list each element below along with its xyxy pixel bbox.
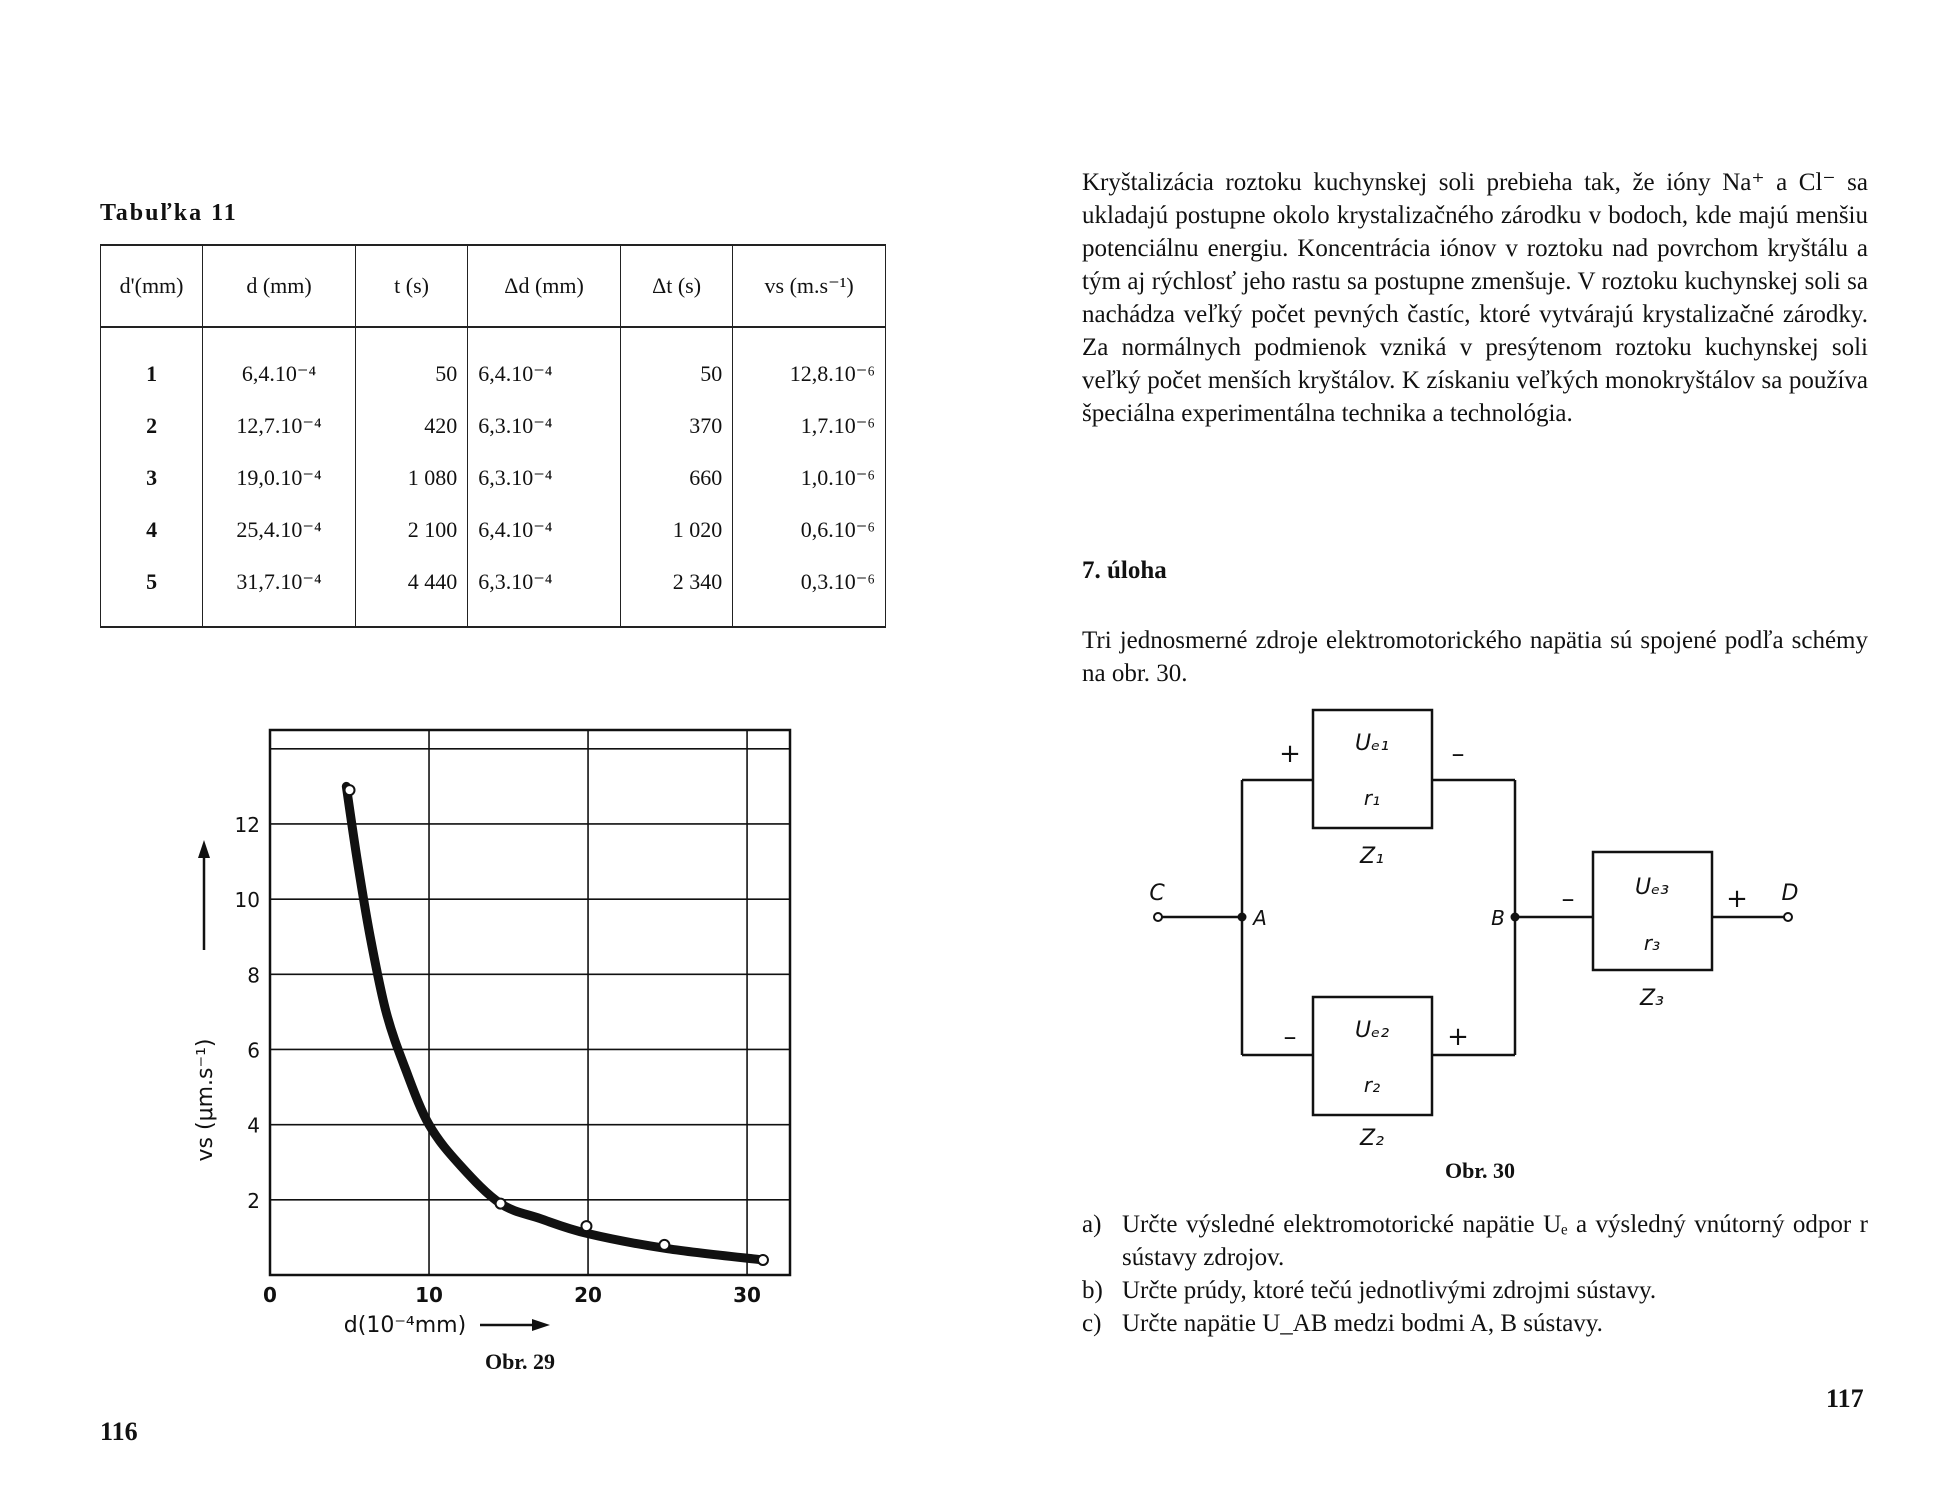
terminal-d — [1784, 913, 1792, 921]
table-header-cell: d'(mm) — [101, 245, 203, 327]
terminal-c — [1154, 913, 1162, 921]
table-cell: 2 100 — [355, 504, 467, 556]
z2-voltage-label: Uₑ₂ — [1354, 1018, 1390, 1043]
z3-minus-sign: – — [1561, 884, 1575, 914]
table-cell: 5 — [101, 556, 203, 627]
x-tick-label: 0 — [263, 1283, 277, 1307]
table-cell: 0,3.10⁻⁶ — [733, 556, 886, 627]
data-point — [758, 1255, 768, 1265]
junction-a — [1238, 913, 1247, 922]
z2-name-label: Z₂ — [1360, 1126, 1384, 1150]
table-cell: 6,4.10⁻⁴ — [203, 327, 356, 400]
page-number-right: 117 — [1826, 1384, 1864, 1413]
junction-b — [1511, 913, 1520, 922]
table-cell: 1 — [101, 327, 203, 400]
data-point — [581, 1221, 591, 1231]
table-row — [101, 504, 886, 556]
node-d-label: D — [1781, 881, 1799, 906]
table-cell: 1,0.10⁻⁶ — [733, 452, 886, 504]
figure-29-caption: Obr. 29 — [484, 1349, 556, 1374]
source-z1-box — [1313, 710, 1432, 828]
node-b-label: B — [1491, 906, 1505, 930]
table-cell: 660 — [620, 452, 732, 504]
table-cell: 1 020 — [620, 504, 732, 556]
table-row — [101, 400, 886, 452]
z1-minus-sign: – — [1451, 739, 1465, 769]
y-tick-label: 12 — [234, 812, 260, 837]
table-cell: 1 080 — [355, 452, 467, 504]
x-tick-label: 10 — [415, 1283, 443, 1307]
table-cell: 31,7.10⁻⁴ — [203, 556, 356, 627]
question-list — [1082, 1208, 1868, 1340]
table-cell: 3 — [101, 452, 203, 504]
x-tick-label: 20 — [574, 1283, 602, 1307]
z1-voltage-label: Uₑ₁ — [1354, 731, 1390, 756]
question-letter: b) — [1082, 1277, 1103, 1304]
data-table — [100, 244, 886, 628]
question-letter: c) — [1082, 1310, 1102, 1337]
z2-plus-sign: + — [1447, 1022, 1469, 1052]
data-point — [345, 785, 355, 795]
table-row — [101, 452, 886, 504]
task-paragraph: Tri jednosmerné zdroje elektromotorického napätia sú spojené podľa schémy na obr. 30. — [1082, 627, 1868, 687]
table-cell: 12,8.10⁻⁶ — [733, 327, 886, 400]
x-axis-label: d(10⁻⁴mm) — [343, 1313, 467, 1338]
task-heading: 7. úloha — [1082, 557, 1167, 584]
circuit-diagram — [1140, 700, 1860, 1150]
z1-resistance-label: r₁ — [1363, 786, 1381, 810]
table-cell: 420 — [355, 400, 467, 452]
table-header-cell: Δt (s) — [620, 245, 732, 327]
y-axis-label-group — [193, 1039, 218, 1162]
z2-resistance-label: r₂ — [1363, 1073, 1381, 1097]
table-cell: 6,3.10⁻⁴ — [468, 452, 621, 504]
table-cell: 0,6.10⁻⁶ — [733, 504, 886, 556]
table-cell: 19,0.10⁻⁴ — [203, 452, 356, 504]
table-cell: 4 440 — [355, 556, 467, 627]
table-cell: 12,7.10⁻⁴ — [203, 400, 356, 452]
source-z2-box — [1313, 997, 1432, 1115]
question-item — [1082, 1208, 1868, 1274]
y-tick-label: 4 — [247, 1113, 260, 1138]
table-header-cell: t (s) — [355, 245, 467, 327]
question-letter: a) — [1082, 1211, 1102, 1238]
question-text: Určte napätie U_AB medzi bodmi A, B sústavy. — [1122, 1310, 1603, 1337]
crystal-growth-chart — [180, 720, 820, 1360]
x-axis-arrow — [480, 1319, 550, 1331]
y-axis-arrow — [198, 840, 210, 950]
table-cell: 4 — [101, 504, 203, 556]
z3-name-label: Z₃ — [1640, 986, 1664, 1011]
page-number-left: 116 — [100, 1417, 138, 1446]
z3-plus-sign: + — [1726, 884, 1748, 914]
y-tick-label: 10 — [234, 888, 260, 913]
data-point — [659, 1240, 669, 1250]
y-axis-label: vs (μm.s⁻¹) — [193, 1038, 218, 1162]
table-cell: 50 — [620, 327, 732, 400]
table-title: Tabuľka 11 — [100, 200, 238, 226]
z2-minus-sign: – — [1283, 1022, 1297, 1052]
table-cell: 25,4.10⁻⁴ — [203, 504, 356, 556]
x-tick-label: 30 — [733, 1283, 761, 1307]
table-cell: 2 340 — [620, 556, 732, 627]
table-row — [101, 327, 886, 400]
z1-name-label: Z₁ — [1360, 844, 1384, 869]
z1-plus-sign: + — [1279, 739, 1301, 769]
table-cell: 6,4.10⁻⁴ — [468, 504, 621, 556]
z3-resistance-label: r₃ — [1643, 931, 1661, 955]
y-tick-label: 2 — [247, 1188, 260, 1213]
table-header-cell: Δd (mm) — [468, 245, 621, 327]
table-cell: 6,4.10⁻⁴ — [468, 327, 621, 400]
table-cell: 6,3.10⁻⁴ — [468, 556, 621, 627]
table-cell: 2 — [101, 400, 203, 452]
question-item — [1082, 1307, 1868, 1340]
table-cell: 370 — [620, 400, 732, 452]
table-header-cell: vs (m.s⁻¹) — [733, 245, 886, 327]
table-cell: 1,7.10⁻⁶ — [733, 400, 886, 452]
question-text: Určte výsledné elektromotorické napätie Uₑ a výsledný vnútorný odpor r sústavy zdrojov. — [1122, 1211, 1868, 1271]
figure-30-caption: Obr. 30 — [1444, 1158, 1516, 1183]
data-point — [496, 1199, 506, 1209]
node-c-label: C — [1149, 881, 1165, 906]
table-header-cell: d (mm) — [203, 245, 356, 327]
intro-paragraph: Kryštalizácia roztoku kuchynskej soli prebieha tak, že ióny Na⁺ a Cl⁻ sa ukladajú postupne okolo krystalizačného zárodku v bodoch, kde majú menšiu potenciálnu energiu. Koncentrácia iónov v roztoku nad povrchom kryštálu a tým aj rýchlosť jeho rastu sa postupne zmenšuje. V roztoku kuchynskej soli sa nachádza veľký počet pevných častíc, ktoré vytvárajú krystalizačné zárodky. Za normálnych podmienok vzniká v presýtenom roztoku kuchynskej soli veľký počet menších kryštálov. K získaniu veľkých monokryštálov sa používa špeciálna experimentálna technika a technológia. — [1082, 169, 1868, 427]
question-item — [1082, 1274, 1868, 1307]
y-tick-label: 6 — [247, 1038, 260, 1063]
table-cell: 50 — [355, 327, 467, 400]
table-cell: 6,3.10⁻⁴ — [468, 400, 621, 452]
z3-voltage-label: Uₑ₃ — [1634, 875, 1670, 900]
node-a-label: A — [1253, 906, 1267, 930]
y-tick-label: 8 — [247, 963, 260, 988]
fitted-curve — [346, 786, 763, 1260]
table-row — [101, 556, 886, 627]
question-text: Určte prúdy, ktoré tečú jednotlivými zdrojmi sústavy. — [1122, 1277, 1657, 1304]
table-header-row — [101, 245, 886, 327]
